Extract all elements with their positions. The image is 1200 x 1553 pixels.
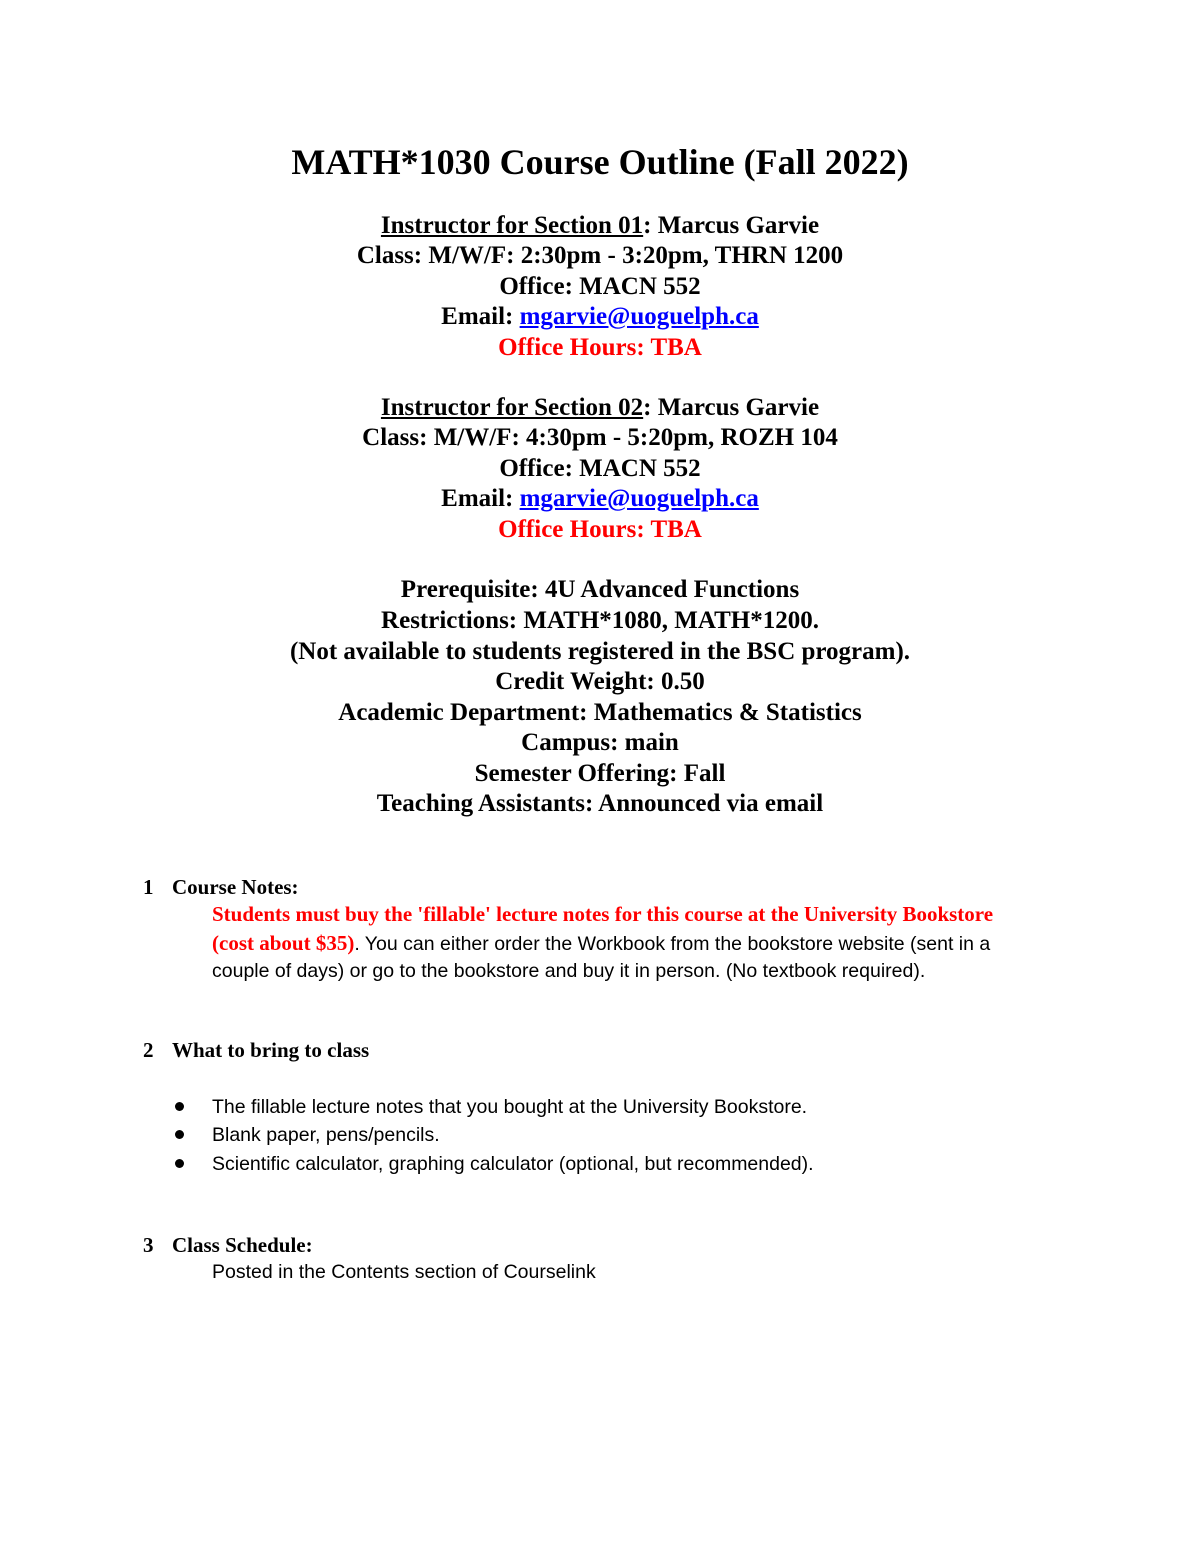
section-title: Class Schedule: <box>172 1233 313 1257</box>
prerequisite: Prerequisite: 4U Advanced Functions <box>400 576 800 603</box>
course-notes-warning: Students must buy the 'fillable' lecture notes for this course at the University Bookstore (cost about $35) <box>212 902 994 955</box>
restrictions: Restrictions: MATH*1080, MATH*1200. <box>381 607 819 634</box>
email-label: Email: <box>441 303 520 330</box>
instructor-name: : Marcus Garvie <box>643 394 820 421</box>
class-time: Class: M/W/F: 4:30pm - 5:20pm, ROZH 104 <box>362 424 838 451</box>
email-link[interactable]: mgarvie@uoguelph.ca <box>519 303 759 330</box>
email-link[interactable]: mgarvie@uoguelph.ca <box>519 485 759 512</box>
course-notes-text: . You can either order the Workbook from the bookstore website (sent in a couple of days) or go to the bookstore and buy it in person. (No textbook required). <box>212 932 991 982</box>
campus: Campus: main <box>521 729 679 756</box>
list-item-text: Blank paper, pens/pencils. <box>212 1124 440 1146</box>
office-location: Office: MACN 552 <box>499 455 701 482</box>
instructor-line-section-02 <box>0 393 1200 423</box>
section-title: Course Notes: <box>172 875 299 899</box>
instructor-label: Instructor for Section 02 <box>380 394 644 421</box>
instructor-name: : Marcus Garvie <box>643 212 820 239</box>
email-line <box>0 484 1200 514</box>
instructor-line-section-01 <box>0 211 1200 241</box>
class-time: Class: M/W/F: 2:30pm - 3:20pm, THRN 1200 <box>356 242 844 269</box>
instructor-label: Instructor for Section 01 <box>380 212 644 239</box>
teaching-assistants: Teaching Assistants: Announced via email <box>376 790 824 817</box>
course-notes-paragraph <box>212 901 1032 986</box>
credit-weight: Credit Weight: 0.50 <box>495 668 705 695</box>
document-title: MATH*1030 Course Outline (Fall 2022) <box>291 142 909 182</box>
restriction-note: (Not available to students registered in the BSC program). <box>289 638 911 665</box>
office-location: Office: MACN 552 <box>499 273 701 300</box>
class-schedule-text: Posted in the Contents section of Courselink <box>212 1261 596 1283</box>
semester-offering: Semester Offering: Fall <box>474 760 726 787</box>
email-label: Email: <box>441 485 520 512</box>
section-number: 1 <box>143 875 154 899</box>
bullet-icon <box>175 1130 184 1139</box>
academic-department: Academic Department: Mathematics & Statistics <box>338 699 862 726</box>
section-title: What to bring to class <box>172 1038 370 1062</box>
office-hours: Office Hours: TBA <box>498 334 702 361</box>
list-item-text: The fillable lecture notes that you bought at the University Bookstore. <box>212 1096 808 1118</box>
section-number: 2 <box>143 1038 154 1062</box>
bullet-icon <box>175 1159 184 1168</box>
bullet-icon <box>175 1102 184 1111</box>
section-number: 3 <box>143 1233 154 1257</box>
email-line <box>0 302 1200 332</box>
office-hours: Office Hours: TBA <box>498 516 702 543</box>
list-item-text: Scientific calculator, graphing calculator (optional, but recommended). <box>212 1153 814 1175</box>
